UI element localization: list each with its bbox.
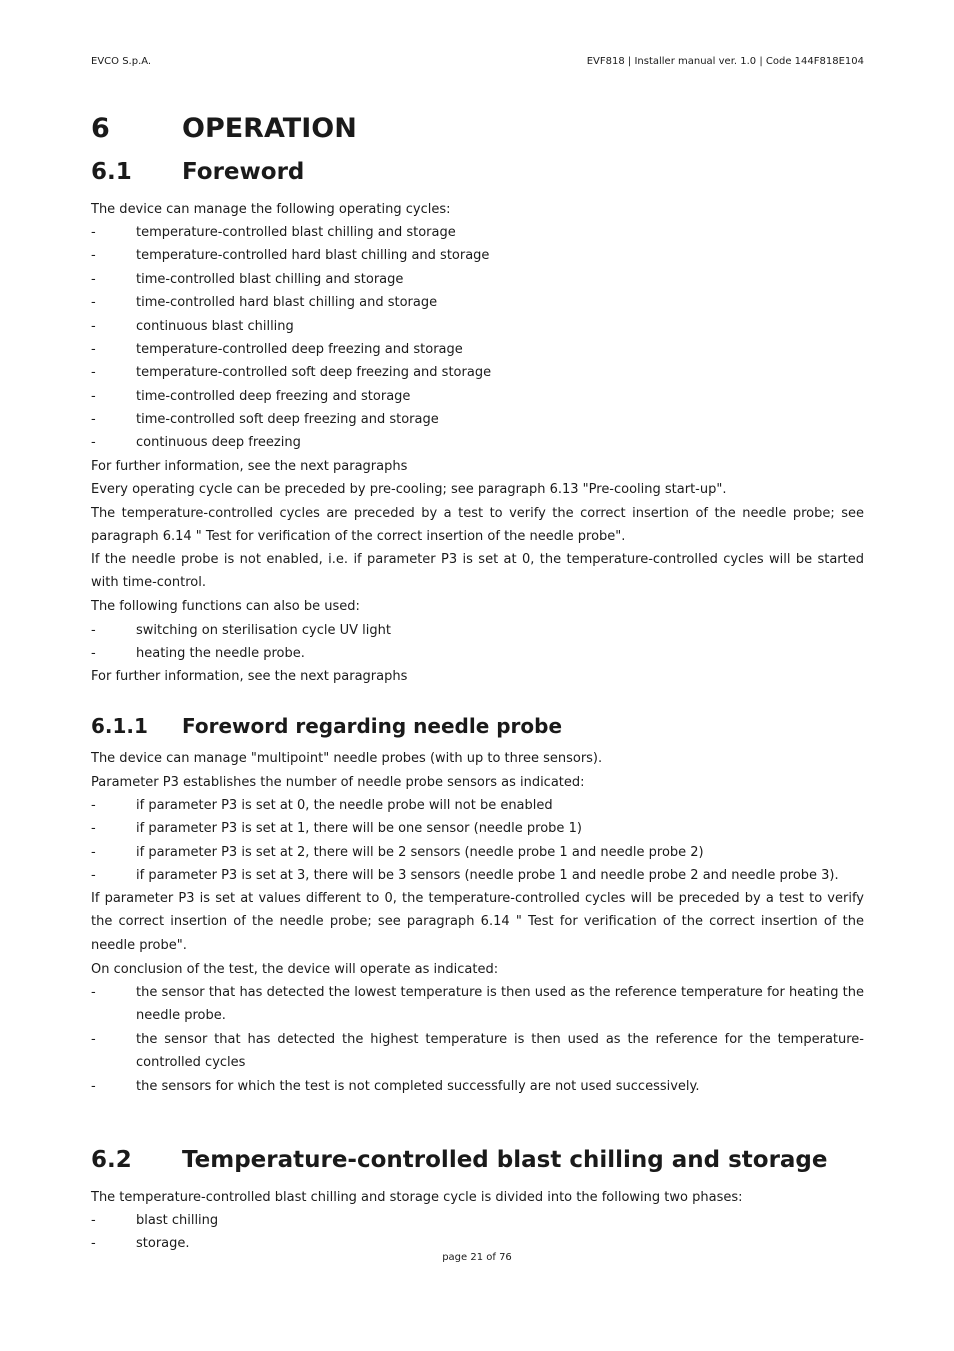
paragraph: The device can manage the following operating cycles:	[91, 202, 451, 217]
section-title: Foreword regarding needle probe	[182, 714, 563, 738]
section-6-1-heading	[91, 159, 304, 185]
header-doc-ref: EVF818 | Installer manual ver. 1.0 | Code 144F818E104	[586, 56, 864, 67]
chapter-heading	[91, 113, 357, 144]
page-number: page 21 of 76	[442, 1252, 512, 1263]
section-number: 6.1.1	[91, 714, 148, 738]
list-item: - storage.	[91, 1236, 190, 1251]
list-item: - temperature-controlled hard blast chilling and storage	[91, 248, 490, 263]
chapter-number: 6	[91, 113, 110, 144]
list-item: - switching on sterilisation cycle UV light	[91, 623, 391, 638]
section-number: 6.2	[91, 1147, 132, 1173]
section-title: Temperature-controlled blast chilling and storage	[182, 1147, 828, 1173]
header-company: EVCO S.p.A.	[91, 56, 152, 67]
paragraph: For further information, see the next paragraphs	[91, 669, 408, 684]
list-item: - temperature-controlled blast chilling and storage	[91, 225, 456, 240]
list-item: - time-controlled deep freezing and storage	[91, 389, 411, 404]
list-item: - if parameter P3 is set at 1, there will be one sensor (needle probe 1)	[91, 821, 582, 836]
list-item: - temperature-controlled deep freezing and storage	[91, 342, 463, 357]
list-item: - time-controlled hard blast chilling and storage	[91, 295, 438, 310]
list-item: - blast chilling	[91, 1213, 219, 1228]
paragraph: If the needle probe is not enabled, i.e. if parameter P3 is set at 0, the temperature-controlled cycles will be started with time-control.	[91, 552, 864, 591]
list-item: - continuous deep freezing	[91, 435, 301, 450]
paragraph: The temperature-controlled blast chilling and storage cycle is divided into the following two phases:	[91, 1190, 743, 1205]
paragraph: For further information, see the next paragraphs	[91, 459, 408, 474]
list-item: - if parameter P3 is set at 2, there will be 2 sensors (needle probe 1 and needle probe 2)	[91, 845, 704, 860]
list-item: - time-controlled blast chilling and storage	[91, 272, 404, 287]
section-title: Foreword	[182, 159, 305, 185]
paragraph: The device can manage "multipoint" needle probes (with up to three sensors).	[91, 751, 603, 766]
section-6-2-heading	[91, 1147, 828, 1173]
paragraph: Every operating cycle can be preceded by pre-cooling; see paragraph 6.13 "Pre-cooling start-up".	[91, 482, 727, 497]
section-6-1-1-heading	[91, 714, 562, 738]
list-item: - time-controlled soft deep freezing and storage	[91, 412, 439, 427]
chapter-title: OPERATION	[182, 113, 357, 144]
list-item: - if parameter P3 is set at 0, the needle probe will not be enabled	[91, 798, 553, 813]
paragraph: On conclusion of the test, the device will operate as indicated:	[91, 962, 499, 977]
list-item: - the sensor that has detected the highest temperature is then used as the reference for the temperature-controlled cycles	[91, 1032, 864, 1071]
section-number: 6.1	[91, 159, 132, 185]
list-item: - continuous blast chilling	[91, 319, 294, 334]
paragraph: The following functions can also be used:	[91, 599, 360, 614]
paragraph: If parameter P3 is set at values different to 0, the temperature-controlled cycles will be preceded by a test to verify the correct insertion of the needle probe; see paragraph 6.14 " Test for verification of the correct insertion of the needle probe".	[91, 891, 864, 953]
list-item: - heating the needle probe.	[91, 646, 305, 661]
paragraph: The temperature-controlled cycles are preceded by a test to verify the correct insertion of the needle probe; see paragraph 6.14 " Test for verification of the correct insertion of the needle probe".	[91, 506, 864, 545]
list-item: - the sensor that has detected the lowest temperature is then used as the reference temperature for heating the needle probe.	[91, 985, 864, 1024]
list-item: - temperature-controlled soft deep freezing and storage	[91, 365, 492, 380]
list-item: - the sensors for which the test is not completed successfully are not used successively.	[91, 1079, 700, 1094]
paragraph: Parameter P3 establishes the number of needle probe sensors as indicated:	[91, 775, 585, 790]
list-item: - if parameter P3 is set at 3, there will be 3 sensors (needle probe 1 and needle probe 2 and needle probe 3).	[91, 868, 839, 883]
